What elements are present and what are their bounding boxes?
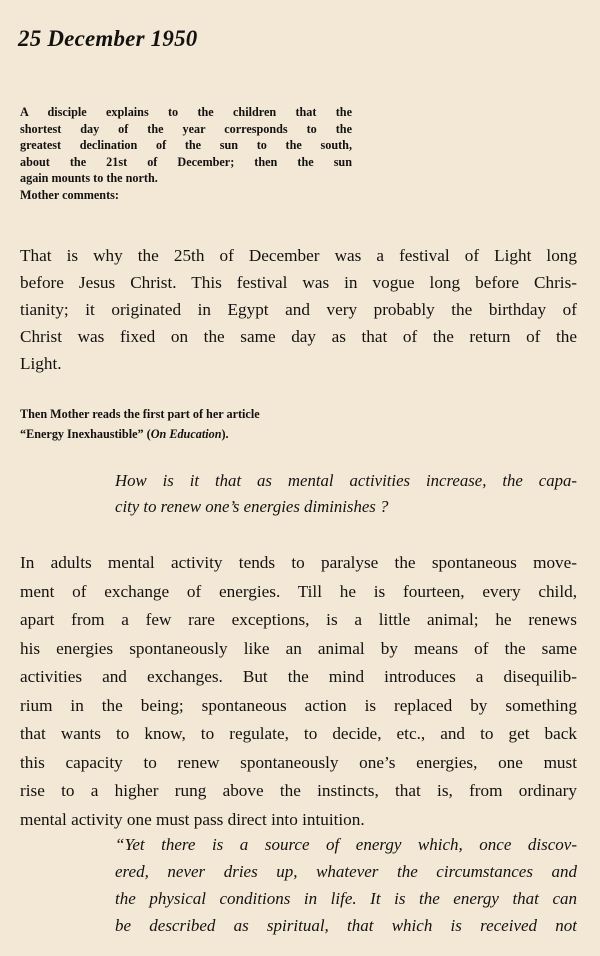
- paragraph-mental-activity: [20, 549, 577, 834]
- quote-line: “Yet there is a source of energy which, once discov-: [115, 835, 577, 854]
- paragraph-line: apart from a few rare exceptions, is a little animal; he renews: [20, 610, 577, 629]
- source-title: On Education: [150, 427, 222, 441]
- paragraph-line: rise to a higher rung above the instincts, that is, from ordinary: [20, 781, 577, 800]
- intro-line: again mounts to the north.: [20, 171, 158, 186]
- paragraph-line: ment of exchange of energies. Till he is fourteen, every child,: [20, 581, 577, 601]
- question-line: city to renew one’s energies diminishes ?: [115, 497, 389, 516]
- question-line: How is it that as mental activities increase, the capa-: [115, 471, 577, 490]
- paragraph-line: Light.: [20, 354, 62, 373]
- article-quote: [115, 831, 577, 939]
- intro-line: Mother comments:: [20, 187, 119, 202]
- intro-line: A disciple explains to the children that the: [20, 105, 352, 119]
- intro-line: greatest declination of the sun to the south,: [20, 138, 352, 153]
- article-title: “Energy Inexhaustible” (: [20, 427, 151, 441]
- paragraph-line: That is why the 25th of December was a festival of Light long: [20, 246, 577, 265]
- quote-line: the physical conditions in life. It is the energy that can: [115, 889, 577, 908]
- paragraph-line: this capacity to renew spontaneously one’s energies, one must: [20, 752, 577, 772]
- paragraph-line: mental activity one must pass direct into intuition.: [20, 809, 365, 829]
- quote-line: ered, never dries up, whatever the circumstances and: [115, 862, 577, 881]
- reading-note: [20, 404, 350, 444]
- paragraph-line: activities and exchanges. But the mind introduces a disequilib-: [20, 667, 577, 686]
- reading-note-end: ).: [221, 427, 229, 441]
- paragraph-line: rium in the being; spontaneous action is replaced by something: [20, 695, 577, 715]
- reading-note-line: [20, 424, 350, 444]
- paragraph-line: Christ was fixed on the same day as that of the return of the: [20, 327, 577, 346]
- paragraph-line: that wants to know, to regulate, to decide, etc., and to get back: [20, 724, 577, 743]
- paragraph-line: his energies spontaneously like an animal by means of the same: [20, 638, 577, 658]
- question: [115, 468, 577, 520]
- intro-note: [20, 104, 352, 204]
- intro-line: about the 21st of December; then the sun: [20, 154, 352, 169]
- paragraph-line: tianity; it originated in Egypt and very probably the birthday of: [20, 300, 577, 319]
- paragraph-line: In adults mental activity tends to paralyse the spontaneous move-: [20, 553, 577, 572]
- paragraph-festival-of-light: [20, 242, 577, 377]
- paragraph-line: before Jesus Christ. This festival was in vogue long before Chris-: [20, 273, 577, 292]
- reading-note-line: Then Mother reads the first part of her article: [20, 407, 260, 421]
- intro-line: shortest day of the year corresponds to the: [20, 121, 352, 136]
- quote-line: be described as spiritual, that which is received not: [115, 916, 577, 935]
- entry-date-heading: 25 December 1950: [18, 26, 198, 51]
